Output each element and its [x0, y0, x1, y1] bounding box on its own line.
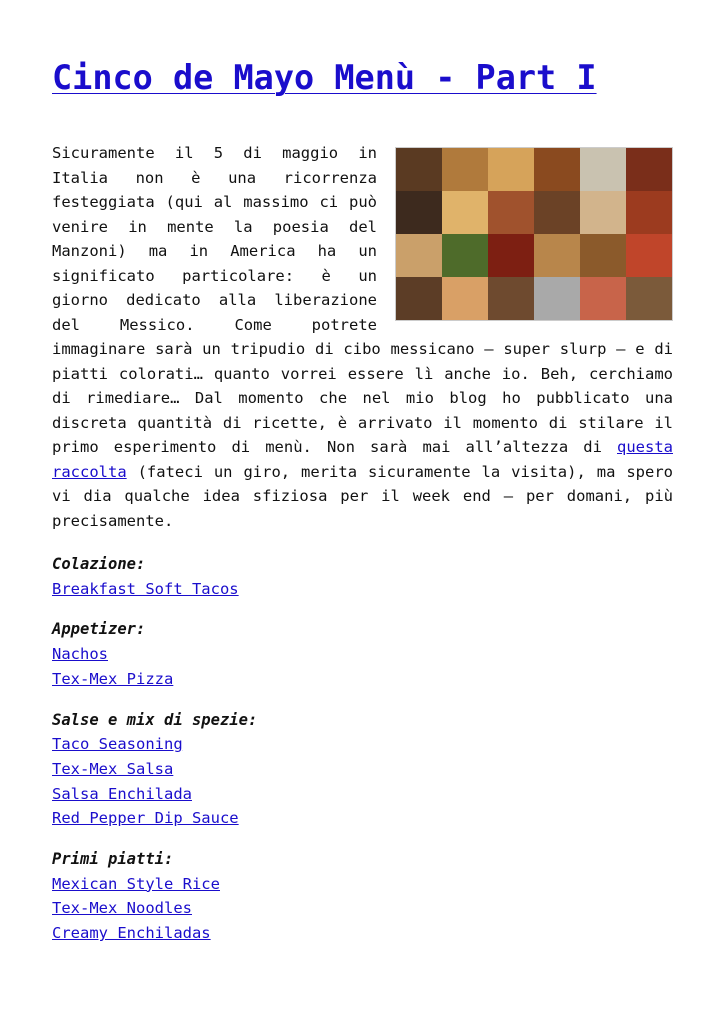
collage-tile: [580, 191, 626, 234]
title-link[interactable]: Cinco de Mayo Menù - Part I: [52, 58, 597, 97]
menu-list: [52, 552, 257, 962]
menu-section-heading: Appetizer:: [52, 620, 146, 639]
recipe-link[interactable]: Tex-Mex Noodles: [52, 899, 192, 918]
page-title: [52, 56, 597, 100]
recipe-link[interactable]: Taco Seasoning: [52, 735, 183, 754]
collage-tile: [626, 277, 672, 320]
collage-tile: [626, 234, 672, 277]
raccolta-link[interactable]: questa raccolta: [52, 438, 673, 481]
article-body: [52, 141, 673, 533]
collage-tile: [534, 191, 580, 234]
collage-tile: [580, 234, 626, 277]
collage-tile: [396, 234, 442, 277]
collage-tile: [580, 148, 626, 191]
collage-tile: [534, 277, 580, 320]
recipe-link[interactable]: Nachos: [52, 645, 108, 664]
menu-section: [52, 617, 257, 691]
intro-text-before: Sicuramente il 5 di maggio in Italia non è una ricorrenza festeggiata (qui al massimo ci può venire in mente la poesia del Manzoni) ma in America ha un significato particolare: è un giorno dedicato alla liberazione del Messico. Come potrete immaginare sarà un tripudio di cibo messicano – super slurp – e di piatti colorati… quanto vorrei essere lì anche io. Beh, cerchiamo di rimediare… Dal momento che nel mio blog ho pubblicato una discreta quantità di ricette, è arrivato il momento di stilare il primo esperimento di menù. Non sarà mai all’altezza di: [52, 144, 673, 456]
collage-tile: [442, 277, 488, 320]
menu-section: [52, 552, 257, 601]
collage-tile: [442, 148, 488, 191]
collage-tile: [396, 277, 442, 320]
menu-section: [52, 708, 257, 832]
collage-tile: [488, 277, 534, 320]
recipe-link[interactable]: Red Pepper Dip Sauce: [52, 809, 239, 828]
collage-tile: [488, 191, 534, 234]
recipe-link[interactable]: Tex-Mex Pizza: [52, 669, 174, 688]
recipe-link[interactable]: Salsa Enchilada: [52, 784, 192, 803]
collage-tile: [534, 148, 580, 191]
recipe-link[interactable]: Creamy Enchiladas: [52, 924, 211, 943]
collage-tile: [626, 191, 672, 234]
menu-section: [52, 847, 257, 946]
collage-tile: [488, 234, 534, 277]
intro-text-after: (fateci un giro, merita sicuramente la visita), ma spero vi dia qualche idea sfiziosa per il week end – per domani, più precisamente.: [52, 462, 673, 530]
collage-tile: [534, 234, 580, 277]
collage-tile: [580, 277, 626, 320]
food-collage-image: [395, 147, 673, 321]
menu-section-heading: Primi piatti:: [52, 850, 174, 869]
recipe-link[interactable]: Breakfast Soft Tacos: [52, 579, 239, 598]
collage-tile: [396, 191, 442, 234]
menu-section-heading: Colazione:: [52, 555, 146, 573]
menu-section-heading: Salse e mix di spezie:: [52, 710, 258, 729]
collage-tile: [442, 234, 488, 277]
recipe-link[interactable]: Tex-Mex Salsa: [52, 759, 174, 778]
collage-tile: [396, 148, 442, 191]
collage-tile: [488, 148, 534, 191]
recipe-link[interactable]: Mexican Style Rice: [52, 874, 220, 893]
collage-tile: [442, 191, 488, 234]
collage-tile: [626, 148, 672, 191]
